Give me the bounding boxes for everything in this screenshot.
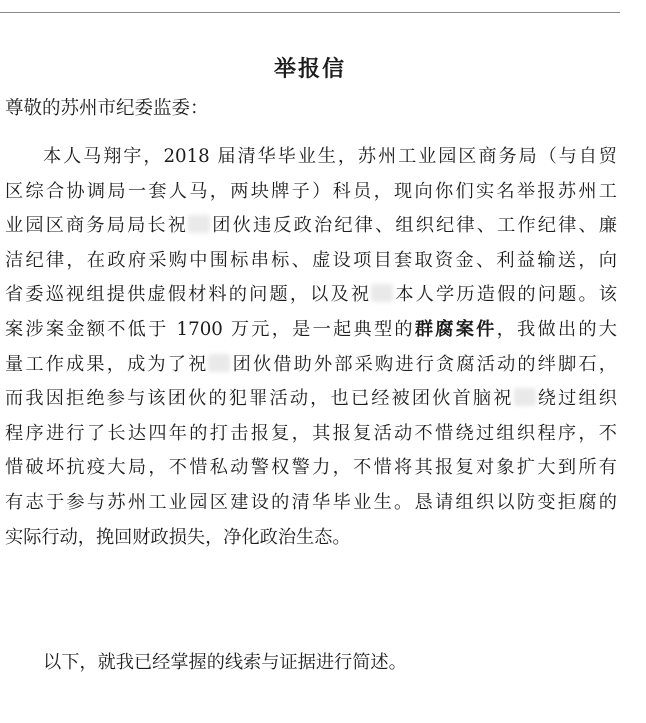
body-line: 惜破坏抗疫大局，不惜私动警权警力，不惜将其报复对象扩大到所有	[5, 457, 617, 479]
redacted-name	[514, 388, 536, 406]
line-segment: 绕过组织	[535, 388, 617, 410]
line-segment: 团伙违反政治纪律、组织纪律、工作纪律、廉	[210, 215, 617, 237]
body-line: 实际行动，挽回财政损失，净化政治生态。	[5, 526, 351, 548]
redacted-name	[371, 284, 393, 302]
top-divider	[0, 12, 620, 13]
line-segment: 省委巡视组提供虚假材料的问题，以及祝	[5, 284, 372, 306]
body-line: 洁纪律，在政府采购中围标串标、虚设项目套取资金、利益输送，向	[5, 249, 617, 271]
body-line: 本人马翔宇，2018 届清华毕业生，苏州工业园区商务局（与自贸	[43, 146, 617, 167]
line-segment: 业园区商务局局长祝	[5, 215, 189, 237]
body-line	[5, 382, 617, 417]
body-line: 有志于参与苏州工业园区建设的清华毕业生。恳请组织以防变拒腐的	[5, 491, 617, 513]
line-segment: 而我因拒绝参与该团伙的犯罪活动，也已经被团伙首脑祝	[5, 388, 514, 410]
letter-title: 举报信	[273, 56, 346, 82]
body-line	[5, 278, 617, 313]
salutation: 尊敬的苏州市纪委监委：	[5, 98, 209, 119]
body-line: 区综合协调局一套人马，两块牌子）科员，现向你们实名举报苏州工	[5, 180, 617, 202]
letter-body	[5, 140, 617, 555]
body-line: 程序进行了长达四年的打击报复，其报复活动不惜绕过组织程序，不	[5, 422, 617, 444]
redacted-name	[188, 215, 210, 233]
body-line	[5, 348, 617, 383]
line-segment: ，我做出的大	[496, 318, 617, 340]
line-segment: 本人学历造假的问题。该	[393, 284, 617, 306]
line-segment: 量工作成果，成为了祝	[5, 353, 209, 375]
body-line	[5, 313, 617, 348]
redacted-name	[208, 354, 230, 372]
line-segment: 团伙借助外部采购进行贪腐活动的绊脚石，	[230, 353, 617, 375]
body-line	[5, 209, 617, 244]
line-segment: 案涉案金额不低于 1700 万元，是一起典型的	[5, 318, 415, 340]
emphasis-text: 群腐案件	[414, 318, 497, 340]
conclusion-paragraph: 以下，就我已经掌握的线索与证据进行简述。	[43, 652, 407, 673]
